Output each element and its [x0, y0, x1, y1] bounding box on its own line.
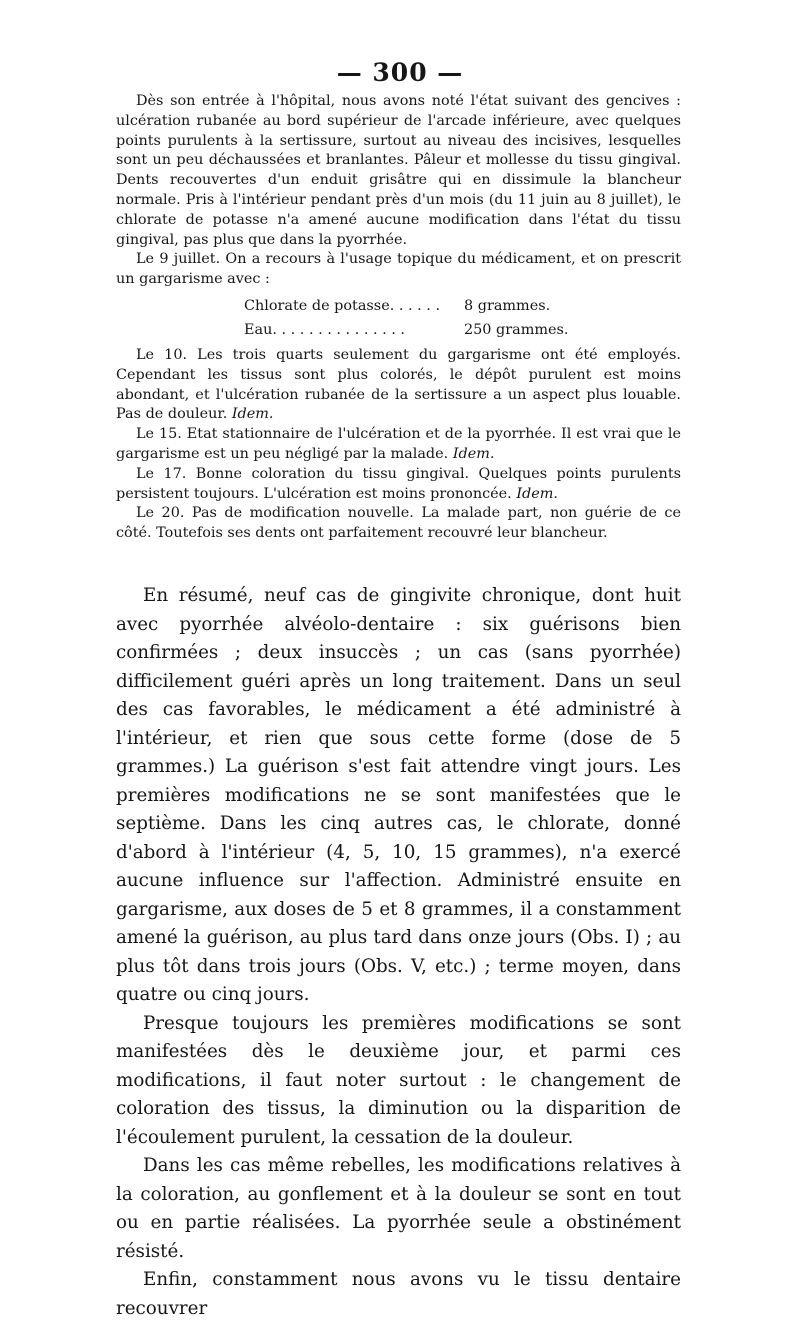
observation-entry: Le 20. Pas de modification nouvelle. La malade part, non guérie de ce côté. Toutefois ses dents ont parfaitement recouvré leur blancheur. [116, 505, 681, 542]
observation-entry [116, 465, 681, 505]
observation-entry [116, 346, 681, 425]
entry-text: Le 10. Les trois quarts seulement du gargarisme ont été employés. Cependant les tissus sont plus colorés, le dépôt purulent est moins abondant, et l'ulcération rubanée de la sertissure a un aspect plus louable. Pas de douleur. [116, 346, 681, 423]
recipe-ingredient: Chlorate de potasse. . . . . . [244, 297, 441, 314]
observation-block [116, 92, 681, 544]
summary-paragraph: En résumé, neuf cas de gingivite chronique, dont huit avec pyorrhée alvéolo-dentaire : six guérisons bien confirmées ; deux insuccès ; un cas (sans pyorrhée) difficilement guéri après un long traitement. Dans un seul des cas favorables, le médicament a été administré à l'intérieur, et rien que sous cette forme (dose de 5 grammes.) La guérison s'est fait attendre vingt jours. Les premières modifications ne se sont manifestées que le septième. Dans les cinq autres cas, le chlorate, donné d'abord à l'intérieur (4, 5, 10, 15 grammes), n'a exercé aucune influence sur l'affection. Administré ensuite en gargarisme, aux doses de 5 et 8 grammes, il a constamment amené la guérison, au plus tard dans onze jours (Obs. I) ; au plus tôt dans trois jours (Obs. V, etc.) ; terme moyen, dans quatre ou cinq jours. [116, 585, 681, 1005]
recipe-quantity: 8 grammes. [464, 297, 551, 314]
recipe-row [116, 318, 681, 342]
entry-text: Le 15. Etat stationnaire de l'ulcération et de la pyorrhée. Il est vrai que le gargarisme est un peu négligé par la malade. [116, 426, 681, 462]
entry-idem: Idem. [516, 485, 558, 502]
summary-paragraph: Presque toujours les premières modifications se sont manifestées dès le deuxième jour, et parmi ces modifications, il faut noter surtout : le changement de coloration des tissus, la diminution ou la disparition de l'écoulement purulent, la cessation de la douleur. [116, 1012, 681, 1148]
summary-paragraph: Enfin, constamment nous avons vu le tissu dentaire recouvrer [116, 1269, 681, 1319]
entry-text: Le 17. Bonne coloration du tissu gingival. Quelques points purulents persistent toujours. L'ulcération est moins prononcée. [116, 465, 681, 502]
recipe [116, 294, 681, 342]
entry-idem: Idem. [231, 406, 274, 423]
summary-paragraph: Dans les cas même rebelles, les modifications relatives à la coloration, au gonflement et à la douleur se sont en tout ou en partie réalisées. La pyorrhée seule a obstinément résisté. [116, 1155, 681, 1262]
recipe-ingredient: Eau. . . . . . . . . . . . . . . [244, 321, 406, 338]
observation-paragraph: Dès son entrée à l'hôpital, nous avons noté l'état suivant des gencives : ulcération rubanée au bord supérieur de l'arcade inférieure, avec quelques points purulents à la sertissure, surtout au niveau des incisives, lesquelles sont un peu déchaussées et branlantes. Pâleur et mollesse du tissu gingival. Dents recouvertes d'un enduit grisâtre qui en dissimule la blancheur normale. Pris à l'intérieur pendant près d'un mois (du 11 juin au 8 juillet), le chlorate de potasse n'a amené aucune modification dans l'état du tissu gingival, pas plus que dans la pyorrhée. [116, 93, 681, 248]
page-number: — 300 — [336, 58, 464, 87]
recipe-row [116, 294, 681, 318]
recipe-quantity: 250 grammes. [464, 321, 569, 338]
summary-block [116, 582, 681, 1323]
observation-paragraph: Le 9 juillet. On a recours à l'usage topique du médicament, et on prescrit un gargarisme avec : [116, 251, 681, 288]
entry-idem: Idem. [452, 445, 495, 462]
observation-entry [116, 425, 681, 465]
